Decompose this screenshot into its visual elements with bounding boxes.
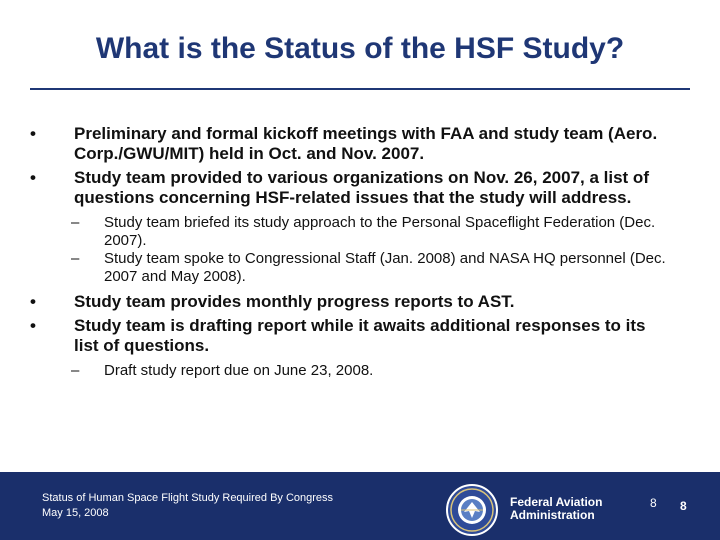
sub-bullet-text: Draft study report due on June 23, 2008. (104, 362, 374, 379)
slide-title: What is the Status of the HSF Study? (95, 32, 625, 65)
bullet-marker: • (30, 124, 36, 143)
bullet-3 (28, 292, 668, 312)
slide-number: 8 (680, 499, 687, 513)
page-number: 8 (650, 496, 657, 510)
sub-bullet-list (28, 362, 668, 380)
agency-line-2: Administration (510, 508, 595, 522)
bullet-1 (28, 124, 668, 164)
bullet-marker: • (30, 168, 36, 187)
bullet-4 (28, 316, 668, 356)
footer-presentation-title: Status of Human Space Flight Study Required By Congress (42, 492, 334, 504)
footer-agency-name (510, 496, 602, 522)
footer-bar (0, 472, 720, 540)
sub-bullet-text: Study team spoke to Congressional Staff (Jan. 2008) and NASA HQ personnel (Dec. 2007 and May 2008). (104, 250, 666, 285)
bullet-text: Study team provides monthly progress reports to AST. (74, 292, 515, 311)
faa-seal-graphic (448, 486, 496, 534)
bullet-text: Study team is drafting report while it awaits additional responses to its list of questions. (74, 316, 646, 355)
bullet-2 (28, 168, 668, 208)
sub-bullet-marker: – (71, 250, 80, 267)
sub-bullet-2 (71, 250, 668, 286)
bullet-marker: • (30, 316, 36, 335)
sub-bullet-marker: – (71, 362, 80, 379)
footer-date: May 15, 2008 (42, 507, 109, 519)
sub-bullet-1 (71, 214, 668, 250)
bullet-marker: • (30, 292, 36, 311)
title-divider (30, 88, 690, 90)
bullet-text: Preliminary and formal kickoff meetings with FAA and study team (Aero. Corp./GWU/MIT) held in Oct. and Nov. 2007. (74, 124, 658, 163)
agency-line-1: Federal Aviation (510, 495, 603, 509)
bullet-text: Study team provided to various organizations on Nov. 26, 2007, a list of questions concerning HSF-related issues that the study will address. (74, 168, 649, 207)
sub-bullet-marker: – (71, 214, 80, 231)
sub-bullet-1 (71, 362, 668, 380)
faa-seal-icon (446, 484, 498, 536)
sub-bullet-list (28, 214, 668, 286)
sub-bullet-text: Study team briefed its study approach to the Personal Spaceflight Federation (Dec. 2007). (104, 214, 656, 249)
slide-body (28, 124, 668, 386)
